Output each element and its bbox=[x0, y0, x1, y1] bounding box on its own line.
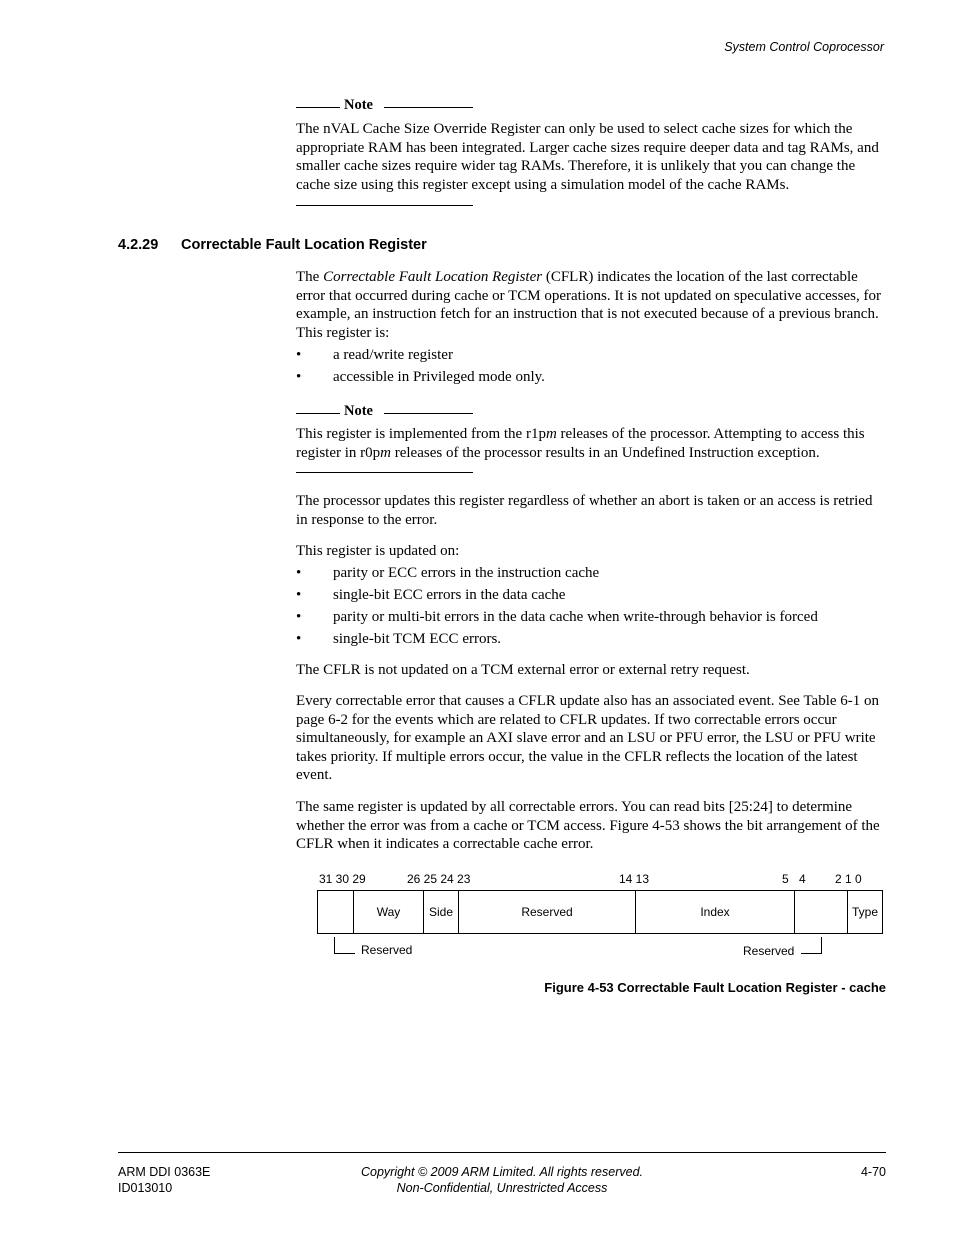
field-side: Side bbox=[423, 891, 458, 933]
bit-numbers: 5 bbox=[782, 872, 789, 886]
note-label: Note bbox=[344, 403, 373, 419]
bit-numbers: 31 30 29 bbox=[319, 872, 366, 886]
field-way: Way bbox=[353, 891, 423, 933]
paragraph: The CFLR is not updated on a TCM external error or external retry request. bbox=[296, 662, 750, 678]
paragraph: The same register is updated by all correctable errors. You can read bits [25:24] to determine whether the error was from a cache or TCM access. Figure 4-53 shows the bit arrangement of the CFLR when it indicates a correctable cache error. bbox=[296, 799, 880, 853]
list-item: • accessible in Privileged mode only. bbox=[296, 368, 886, 390]
field-reserved-23-14: Reserved bbox=[458, 891, 635, 933]
reserved-label-left: Reserved bbox=[361, 943, 413, 957]
list-item: • a read/write register bbox=[296, 346, 886, 368]
note-heading bbox=[296, 403, 473, 423]
field-type: Type bbox=[847, 891, 882, 933]
note-divider bbox=[296, 205, 473, 206]
paragraph: This register is updated on: bbox=[296, 543, 460, 559]
note-text: This register is implemented from the r1pm releases of the processor. Attempting to access this register in r0pm releases of the processor results in an Undefined Instruction exception. bbox=[296, 426, 865, 461]
bit-numbers: 4 bbox=[799, 872, 806, 886]
footer-copyright bbox=[302, 1164, 702, 1196]
properties-list bbox=[296, 346, 886, 390]
note-divider bbox=[296, 472, 473, 473]
bit-numbers: 2 1 0 bbox=[835, 872, 862, 886]
bit-numbers: 14 13 bbox=[619, 872, 650, 886]
note-label: Note bbox=[344, 97, 373, 113]
paragraph: The processor updates this register regardless of whether an abort is taken or an access is retried in response to the error. bbox=[296, 493, 873, 528]
list-item: • parity or ECC errors in the instruction cache bbox=[296, 564, 886, 586]
section-title: Correctable Fault Location Register bbox=[181, 237, 427, 253]
page-number: 4-70 bbox=[860, 1165, 886, 1179]
update-conditions-list bbox=[296, 564, 886, 652]
list-item: • single-bit TCM ECC errors. bbox=[296, 630, 886, 652]
reserved-bracket-left bbox=[334, 937, 355, 954]
list-item: • parity or multi-bit errors in the data cache when write-through behavior is forced bbox=[296, 608, 886, 630]
intro-paragraph: The Correctable Fault Location Register (CFLR) indicates the location of the last correctable error that occurred during cache or TCM operations. It is not updated on speculative accesses, for example, an instruction fetch for an instruction that is not executed because of a previous branch. This register is: bbox=[296, 269, 881, 341]
doc-code: ID013010 bbox=[118, 1181, 173, 1195]
reserved-bracket-right bbox=[801, 937, 822, 954]
doc-id: ARM DDI 0363E bbox=[118, 1165, 211, 1179]
access-text: Non-Confidential, Unrestricted Access bbox=[396, 1181, 608, 1195]
field-reserved-4-2 bbox=[794, 891, 847, 933]
field-reserved-31-29 bbox=[318, 891, 353, 933]
figure-caption: Figure 4-53 Correctable Fault Location Register - cache bbox=[544, 980, 886, 995]
bit-numbers: 26 25 24 23 bbox=[407, 872, 471, 886]
register-box bbox=[317, 890, 883, 934]
list-item: • single-bit ECC errors in the data cache bbox=[296, 586, 886, 608]
footer-divider bbox=[118, 1152, 886, 1153]
reserved-label-right: Reserved bbox=[743, 944, 795, 958]
section-heading bbox=[118, 237, 427, 253]
note-text: The nVAL Cache Size Override Register can only be used to select cache sizes for which the appropriate RAM has been integrated. Larger cache sizes require deeper data and tag RAMs, and smaller cache sizes require wider tag RAMs. Therefore, it is unlikely that you can change the cache size using this register except using a simulation model of the cache RAMs. bbox=[296, 121, 879, 193]
note-heading bbox=[296, 97, 473, 117]
register-term: Correctable Fault Location Register bbox=[323, 269, 543, 285]
running-title: System Control Coprocessor bbox=[724, 40, 884, 54]
footer-doc-info bbox=[118, 1164, 210, 1196]
paragraph: Every correctable error that causes a CFLR update also has an associated event. See Table 6-1 on page 6-2 for the events which are related to CFLR updates. If two correctable errors occur simultaneously, for example an AXI slave error and an LSU or PFU error, the LSU or PFU write takes priority. If multiple errors occur, the value in the CFLR reflects the location of the latest event. bbox=[296, 693, 880, 784]
section-number: 4.2.29 bbox=[118, 237, 159, 253]
copyright-text: Copyright © 2009 ARM Limited. All rights reserved. bbox=[360, 1165, 643, 1179]
field-index: Index bbox=[635, 891, 794, 933]
